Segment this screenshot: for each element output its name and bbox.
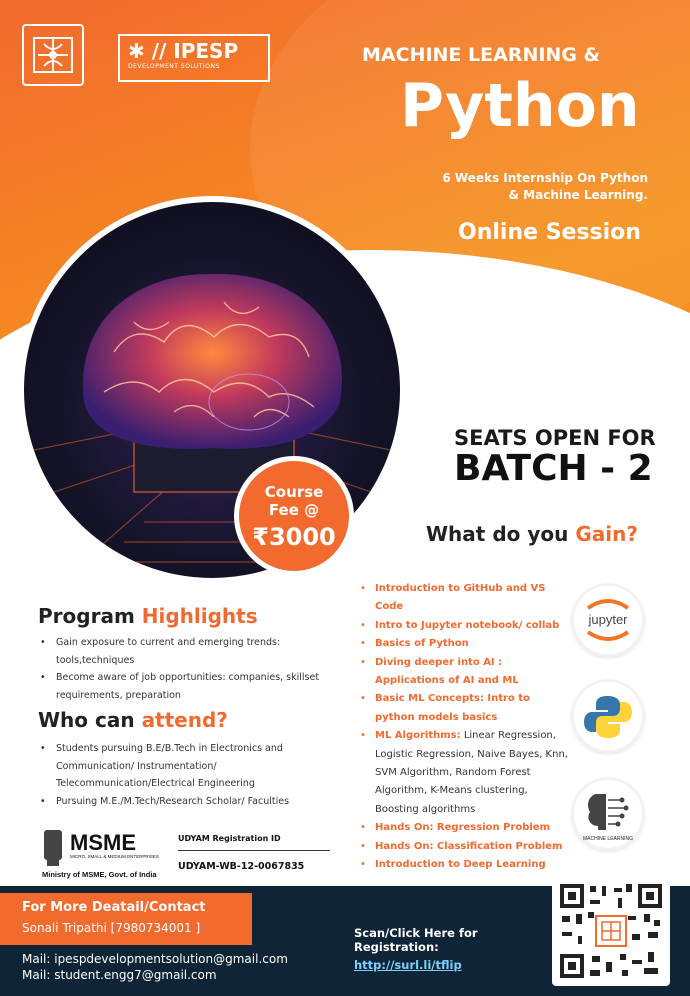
svg-text:MSME: MSME (70, 830, 136, 855)
highlights-heading (38, 604, 258, 628)
svg-text:MACHINE LEARNING: MACHINE LEARNING (582, 836, 634, 842)
list-item: • Intro to Jupyter notebook/ collab (360, 617, 570, 635)
registration-label-2: Registration: (354, 940, 439, 954)
highlights-heading-text: Program (38, 604, 142, 628)
brand-logo (118, 34, 270, 82)
divider (178, 850, 330, 851)
contact-name: Sonali Tripathi [7980734001 ] (22, 921, 201, 935)
gain-heading-accent: Gain? (575, 522, 638, 546)
contact-heading: For More Deatail/Contact (22, 900, 206, 915)
course-duration (478, 330, 552, 390)
list-item: • Introduction to GitHub and VS Code (360, 580, 570, 617)
registration-label-1: Scan/Click Here for (354, 926, 478, 940)
list-item: • Hands On: Regression Problem (360, 819, 570, 837)
subtitle (442, 170, 648, 204)
svg-text:Ministry of MSME, Govt. of Ind: Ministry of MSME, Govt. of India (42, 870, 157, 879)
fee-label-2: Fee @ (268, 501, 320, 519)
registration-link[interactable]: http://surl.li/tflip (354, 958, 462, 972)
list-item: • Basics of Python (360, 635, 570, 653)
fee-label-1: Course (264, 483, 324, 501)
list-item: • Introduction to Deep Learning (360, 856, 570, 874)
udyam-registration (178, 834, 330, 872)
attend-list (38, 740, 318, 810)
registration-label (354, 926, 478, 954)
duration-label-1: Course (481, 330, 549, 350)
duration-weeks: 6 Weeks (479, 371, 551, 389)
list-item: • Diving deeper into AI : Applications of AI and ML (360, 654, 570, 691)
title-python: Python (400, 71, 640, 141)
title-line-1: MACHINE LEARNING & (362, 44, 601, 66)
brand-name: ✱ // IPESP (128, 39, 239, 63)
list-item: • Become aware of job opportunities: companies, skillset requirements, preparation (38, 669, 328, 704)
list-item: • ML Algorithms: Linear Regression, Logistic Regression, Naive Bayes, Knn, SVM Algorithm, Random Forest Algorithm, K-Means clustering, Boosting algorithms (360, 727, 570, 819)
jupyter-logo-icon (574, 586, 642, 654)
brand-tagline: DEVELOPMENT SOLUTIONS (128, 63, 220, 70)
online-session-label: Online Session (458, 220, 641, 245)
list-item: • Pursuing M.E./M.Tech/Research Scholar/ Faculties (38, 793, 318, 811)
svg-text:jupyter: jupyter (588, 612, 628, 627)
course-fee-badge (234, 456, 354, 576)
attend-heading-accent: attend? (141, 708, 228, 732)
list-item: • Students pursuing B.E/B.Tech in Electronics and Communication/ Instrumentation/ Telecommunication/Electrical Engineering (38, 740, 318, 793)
seats-open-label: SEATS OPEN FOR (454, 426, 656, 450)
subtitle-line-2: & Machine Learning. (508, 188, 648, 202)
python-logo-icon (574, 682, 642, 750)
udyam-label: UDYAM Registration ID (178, 834, 281, 843)
company-emblem-icon (22, 24, 84, 86)
subtitle-line-1: 6 Weeks Internship On Python (442, 171, 648, 185)
list-item: • Hands On: Classification Problem (360, 838, 570, 856)
svg-text:MICRO, SMALL & MEDIUM ENTERPRI: MICRO, SMALL & MEDIUM ENTERPRISES (70, 854, 159, 859)
msme-logo (40, 828, 170, 884)
gain-heading-text: What do you (426, 522, 576, 546)
email-2[interactable]: Mail: student.engg7@gmail.com (22, 968, 217, 982)
list-item: • Basic ML Concepts: Intro to python models basics (360, 690, 570, 727)
machine-learning-icon (574, 780, 642, 848)
calendar-icon (568, 320, 628, 376)
attend-heading (38, 708, 228, 732)
duration-label-2: Duration (478, 351, 552, 369)
gain-heading (426, 522, 638, 546)
list-item: • Gain exposure to current and emerging trends: tools,techniques (38, 634, 328, 669)
highlights-list (38, 634, 328, 704)
udyam-id: UDYAM-WB-12-0067835 (178, 861, 305, 872)
topics-list (360, 580, 570, 875)
course-hours: [30 Hours] (562, 375, 634, 389)
fee-price: ₹3000 (252, 523, 336, 551)
attend-heading-text: Who can (38, 708, 142, 732)
batch-label: BATCH - 2 (454, 448, 653, 489)
highlights-heading-accent: Highlights (141, 604, 258, 628)
qr-code-icon[interactable] (552, 876, 670, 986)
email-1[interactable]: Mail: ipespdevelopmentsolution@gmail.com (22, 952, 288, 966)
